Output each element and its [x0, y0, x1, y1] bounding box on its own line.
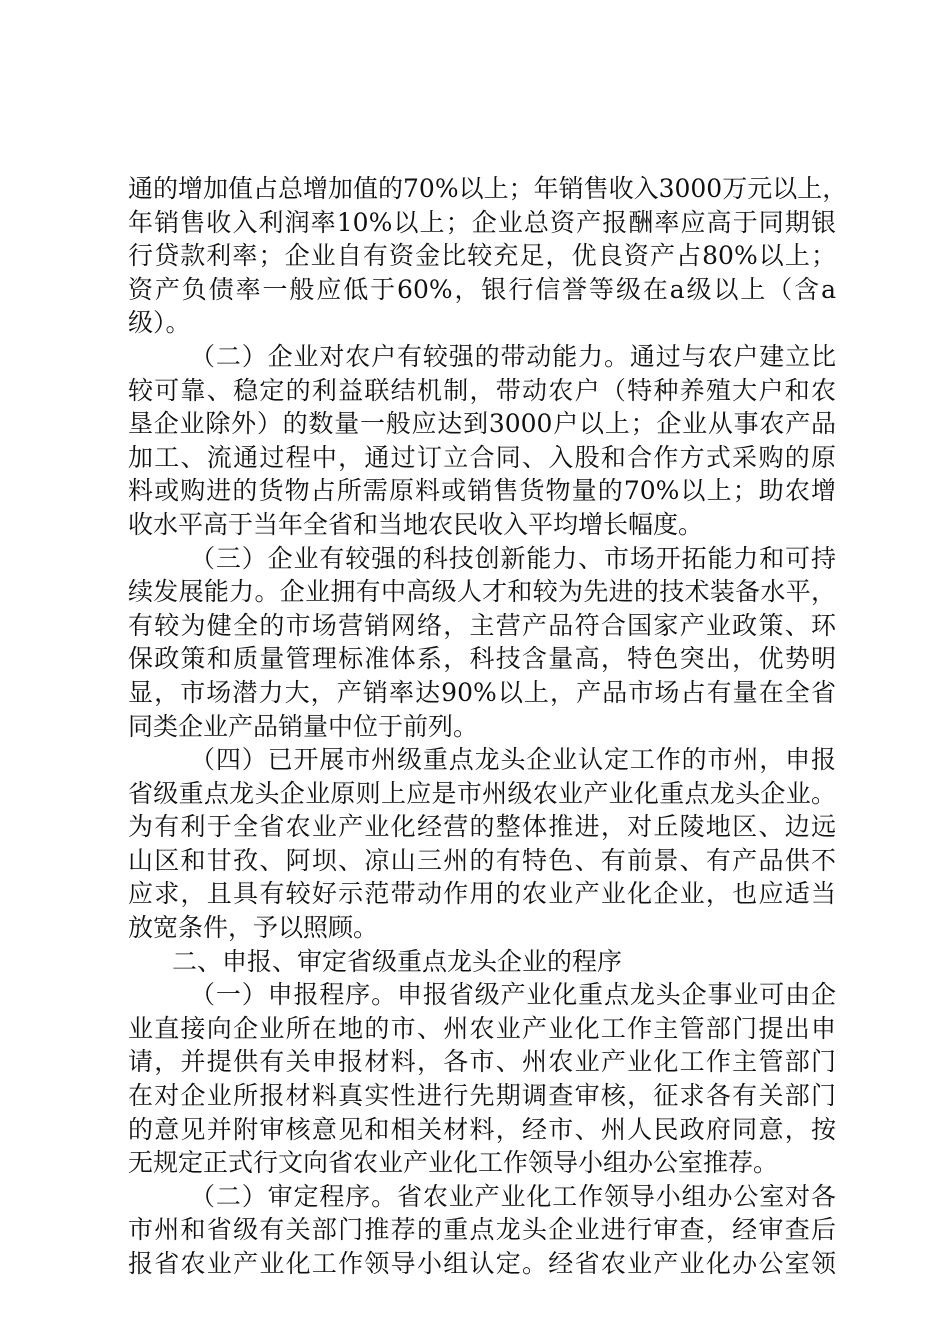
text-line: （二）审定程序。省农业产业化工作领导小组办公室对各 [190, 1181, 836, 1211]
paragraph-application-procedure [128, 978, 836, 1180]
paragraph-municipal-enterprises [128, 743, 836, 945]
paragraph-criteria-continued [128, 172, 848, 340]
text-line: 同类企业产品销量中位于前列。 [128, 711, 479, 741]
text-line: 应求，且具有较好示范带动作用的农业产业化企业，也应适当 [128, 879, 836, 909]
section-heading: 二、申报、审定省级重点龙头企业的程序 [172, 946, 623, 976]
text-line: 放宽条件，予以照顾。 [128, 913, 379, 943]
text-line: 垦企业除外）的数量一般应达到3000户以上；企业从事农产品 [128, 409, 836, 439]
section-heading-procedure [128, 945, 836, 979]
text-line: 显，市场潜力大，产销率达90%以上，产品市场占有量在全省 [128, 677, 836, 707]
text-line: 无规定正式行文向省农业产业化工作领导小组办公室推荐。 [128, 1148, 779, 1178]
text-line: 有较为健全的市场营销网络，主营产品符合国家产业政策、环 [128, 610, 836, 640]
paragraph-innovation-capacity [128, 542, 836, 744]
text-line: （三）企业有较强的科技创新能力、市场开拓能力和可持 [190, 543, 836, 573]
paragraph-driving-capacity [128, 340, 836, 542]
text-line: 资产负债率一般应低于60%，银行信誉等级在a级以上（含a [128, 274, 836, 304]
text-line: 年销售收入利润率10%以上；企业总资产报酬率应高于同期银 [128, 207, 836, 237]
text-line: 业直接向企业所在地的市、州农业产业化工作主管部门提出申 [128, 1013, 836, 1043]
text-line: 保政策和质量管理标准体系，科技含量高，特色突出，优势明 [128, 644, 836, 674]
text-line: 收水平高于当年全省和当地农民收入平均增长幅度。 [128, 509, 704, 539]
text-line: （一）申报程序。申报省级产业化重点龙头企事业可由企 [190, 980, 836, 1010]
text-line: （四）已开展市州级重点龙头企业认定工作的市州，申报 [190, 745, 836, 775]
paragraph-review-procedure [128, 1180, 836, 1281]
text-line: 续发展能力。企业拥有中高级人才和较为先进的技术装备水平， [128, 577, 836, 607]
text-line: （二）企业对农户有较强的带动能力。通过与农户建立比 [190, 341, 836, 371]
text-line: 加工、流通过程中，通过订立合同、入股和合作方式采购的原 [128, 442, 836, 472]
text-line: 省级重点龙头企业原则上应是市州级农业产业化重点龙头企业。 [128, 778, 836, 808]
text-line: 山区和甘孜、阿坝、凉山三州的有特色、有前景、有产品供不 [128, 845, 836, 875]
text-line: 请，并提供有关申报材料，各市、州农业产业化工作主管部门 [128, 1047, 836, 1077]
text-line: 为有利于全省农业产业化经营的整体推进，对丘陵地区、边远 [128, 812, 836, 842]
text-line: 通的增加值占总增加值的70%以上；年销售收入3000万元以上， [128, 174, 848, 203]
text-line: 报省农业产业化工作领导小组认定。经省农业产业化办公室领 [128, 1249, 836, 1278]
text-line: 的意见并附审核意见和相关材料，经市、州人民政府同意，按 [128, 1114, 836, 1144]
text-line: 市州和省级有关部门推荐的重点龙头企业进行审查，经审查后 [128, 1215, 836, 1245]
text-line: 在对企业所报材料真实性进行先期调查审核，征求各有关部门 [128, 1081, 836, 1111]
text-line: 较可靠、稳定的利益联结机制，带动农户（特种养殖大户和农 [128, 375, 836, 405]
text-line: 行贷款利率；企业自有资金比较充足，优良资产占80%以上； [128, 241, 836, 271]
text-line: 级）。 [128, 308, 191, 338]
text-line: 料或购进的货物占所需原料或销售货物量的70%以上；助农增 [128, 476, 836, 506]
document-body [128, 172, 848, 1281]
